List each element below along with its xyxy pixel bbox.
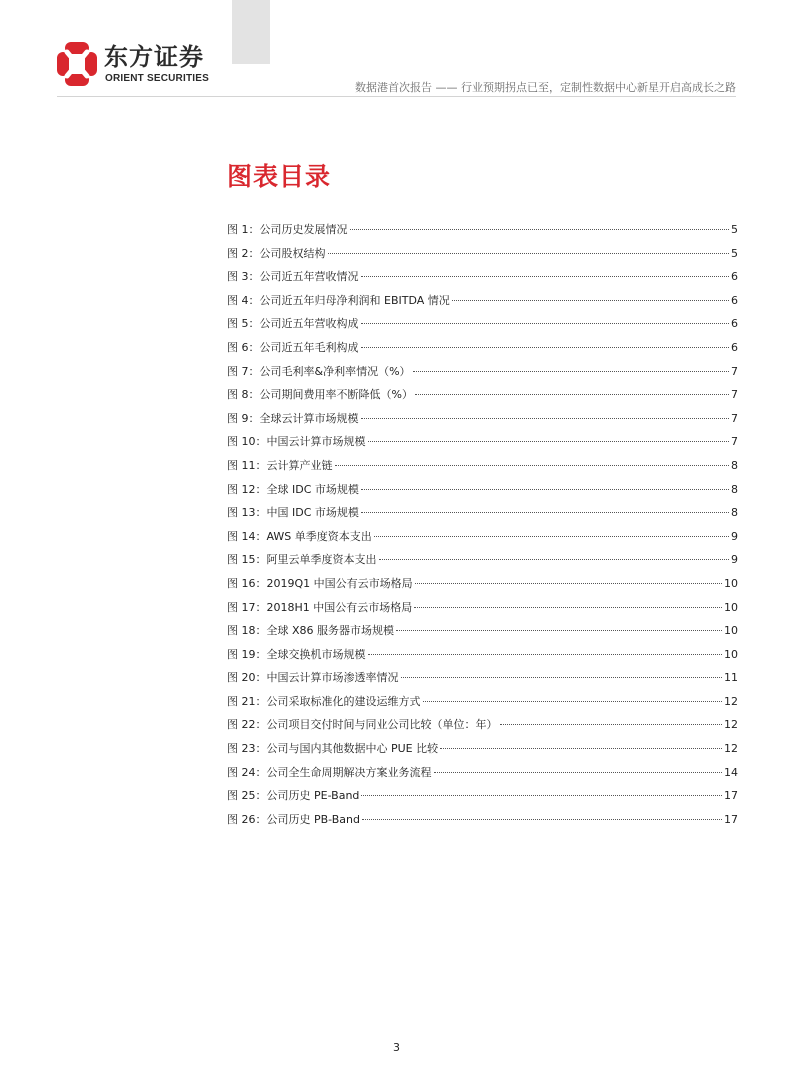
toc-dot-leader [374,536,729,537]
toc-entry-label: 图 2：公司股权结构 [227,246,326,260]
toc-dot-leader [361,276,730,277]
toc-entry-page: 11 [724,671,738,685]
toc-list [227,221,738,834]
toc-dot-leader [361,489,729,490]
toc-entry-label: 图 12：全球 IDC 市场规模 [227,482,359,496]
toc-dot-leader [415,394,729,395]
toc-dot-leader [361,323,730,324]
toc-entry-label: 图 24：公司全生命周期解决方案业务流程 [227,765,432,779]
orient-securities-logo-icon [57,42,97,86]
toc-entry-label: 图 18：全球 X86 服务器市场规模 [227,624,395,638]
toc-entry-page: 8 [731,458,738,472]
toc-entry-label: 图 16：2019Q1 中国公有云市场格局 [227,576,413,590]
toc-entry-page: 12 [724,742,738,756]
brand-name-cn: 东方证券 [104,43,204,71]
toc-dot-leader [440,748,722,749]
toc-entry-label: 图 20：中国云计算市场渗透率情况 [227,671,399,685]
toc-entry-page: 5 [731,246,738,260]
toc-entry-label: 图 4：公司近五年归母净利润和 EBITDA 情况 [227,293,450,307]
toc-dot-leader [413,371,729,372]
header-divider [57,96,736,97]
toc-entry-label: 图 1：公司历史发展情况 [227,223,348,236]
toc-entry-page: 8 [731,482,738,496]
toc-entry[interactable] [227,693,738,717]
toc-entry-page: 7 [731,388,738,402]
toc-entry-label: 图 13：中国 IDC 市场规模 [227,506,359,520]
toc-dot-leader [368,441,730,442]
toc-entry[interactable] [227,740,738,764]
toc-dot-leader [361,418,730,419]
toc-entry[interactable] [227,410,738,434]
toc-entry-page: 7 [731,364,738,378]
brand-logo [57,42,257,88]
toc-dot-leader [361,795,722,796]
toc-entry-label: 图 15：阿里云单季度资本支出 [227,553,377,567]
page-number: 3 [393,1041,400,1054]
toc-dot-leader [415,583,722,584]
toc-entry-page: 12 [724,694,738,708]
toc-entry-page: 14 [724,765,738,779]
toc-entry-label: 图 26：公司历史 PB-Band [227,812,360,826]
toc-entry-label: 图 7：公司毛利率&净利率情况（%） [227,364,411,378]
toc-dot-leader [361,512,729,513]
toc-dot-leader [500,724,723,725]
toc-dot-leader [401,677,723,678]
toc-dot-leader [368,654,723,655]
toc-dot-leader [452,300,729,301]
toc-entry-label: 图 19：全球交换机市场规模 [227,647,366,661]
toc-entry[interactable] [227,528,738,552]
toc-entry[interactable] [227,646,738,670]
toc-entry-page: 6 [731,270,738,284]
toc-entry-page: 12 [724,718,738,732]
toc-entry[interactable] [227,221,738,245]
toc-entry-label: 图 11：云计算产业链 [227,458,333,472]
toc-entry-label: 图 21：公司采取标准化的建设运维方式 [227,694,421,708]
toc-entry[interactable] [227,268,738,292]
toc-entry-label: 图 6：公司近五年毛利构成 [227,340,359,354]
toc-entry-page: 10 [724,576,738,590]
toc-entry-label: 图 5：公司近五年营收构成 [227,317,359,331]
toc-entry-page: 7 [731,411,738,425]
toc-entry-page: 9 [731,529,738,543]
toc-entry-page: 9 [731,553,738,567]
toc-entry-page: 8 [731,506,738,520]
toc-entry[interactable] [227,764,738,788]
toc-entry[interactable] [227,363,738,387]
toc-entry-label: 图 14：AWS 单季度资本支出 [227,529,372,543]
toc-entry-label: 图 10：中国云计算市场规模 [227,435,366,449]
toc-entry[interactable] [227,599,738,623]
toc-entry[interactable] [227,504,738,528]
toc-entry[interactable] [227,339,738,363]
toc-dot-leader [379,559,730,560]
toc-dot-leader [362,819,722,820]
report-title: 数据港首次报告 —— 行业预期拐点已至，定制性数据中心新星开启高成长之路 [355,81,736,94]
toc-entry-label: 图 22：公司项目交付时间与同业公司比较（单位：年） [227,718,498,732]
toc-entry-page: 10 [724,647,738,661]
toc-dot-leader [396,630,722,631]
toc-entry[interactable] [227,622,738,646]
toc-entry[interactable] [227,669,738,693]
toc-entry[interactable] [227,716,738,740]
toc-entry-label: 图 3：公司近五年营收情况 [227,270,359,284]
toc-entry-label: 图 23：公司与国内其他数据中心 PUE 比较 [227,742,439,756]
toc-entry-page: 5 [731,223,738,236]
toc-entry-page: 7 [731,435,738,449]
toc-dot-leader [414,607,722,608]
toc-entry-page: 6 [731,317,738,331]
toc-entry-label: 图 9：全球云计算市场规模 [227,411,359,425]
toc-entry-page: 6 [731,293,738,307]
toc-entry[interactable] [227,481,738,505]
toc-entry[interactable] [227,787,738,811]
toc-dot-leader [423,701,723,702]
toc-dot-leader [350,229,730,230]
toc-dot-leader [335,465,730,466]
toc-entry[interactable] [227,457,738,481]
toc-entry[interactable] [227,386,738,410]
brand-name-en: ORIENT SECURITIES [105,73,209,84]
toc-entry-label: 图 25：公司历史 PE-Band [227,789,360,803]
toc-entry-label: 图 17：2018H1 中国公有云市场格局 [227,600,413,614]
toc-entry-page: 10 [724,600,738,614]
toc-entry-page: 17 [724,789,738,803]
toc-entry[interactable] [227,245,738,269]
toc-entry[interactable] [227,433,738,457]
toc-entry-page: 6 [731,340,738,354]
toc-entry[interactable] [227,551,738,575]
toc-entry[interactable] [227,575,738,599]
toc-dot-leader [328,253,730,254]
toc-dot-leader [361,347,730,348]
toc-heading: 图表目录 [227,162,332,191]
toc-entry-label: 图 8：公司期间费用率不断降低（%） [227,388,413,402]
toc-entry-page: 17 [724,812,738,826]
toc-entry[interactable] [227,315,738,339]
toc-entry-page: 10 [724,624,738,638]
toc-entry[interactable] [227,292,738,316]
toc-dot-leader [434,772,723,773]
toc-entry[interactable] [227,811,738,835]
